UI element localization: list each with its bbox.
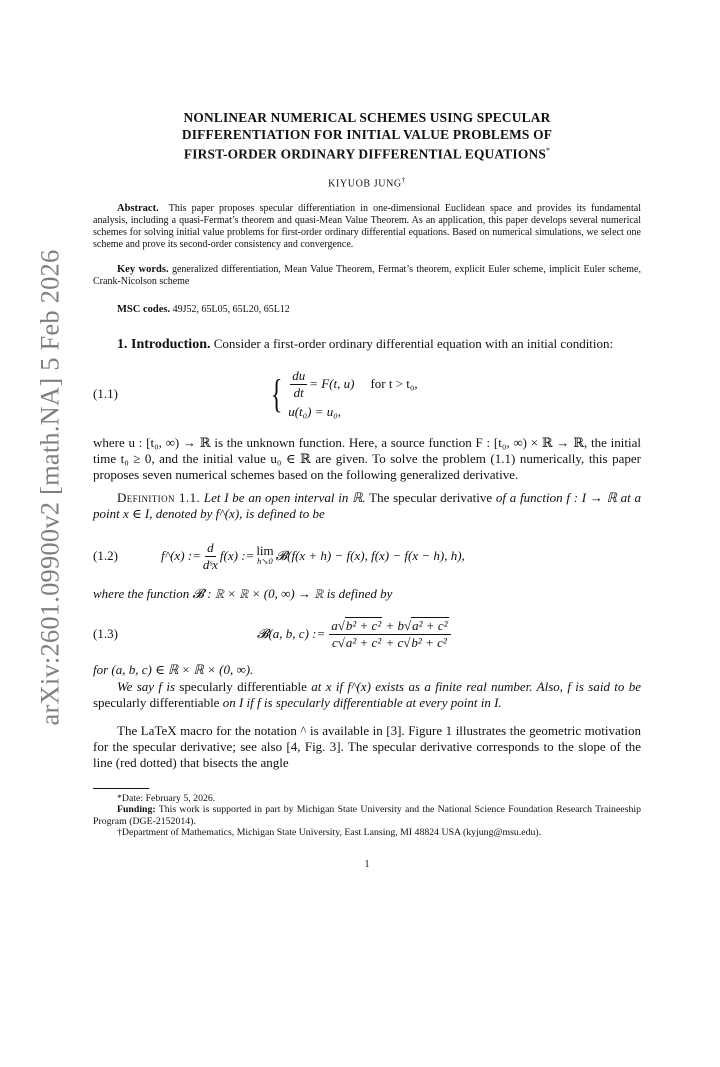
footnote-date: *Date: February 5, 2026. xyxy=(117,792,216,804)
arxiv-identifier: arXiv:2601.09900v2 [math.NA] 5 Feb 2026 xyxy=(34,249,65,726)
title-footnote-mark: * xyxy=(545,146,551,155)
latex-macro-paragraph: The LaTeX macro for the notation ^ is available in [3]. Figure 1 illustrates the geometric motivation for the specular derivative; see also [4, Fig. 3]. The specular derivative corresponds to the slope of the line (red dotted) that bisects the angle xyxy=(93,722,641,771)
den-root-2: b² + c² xyxy=(411,634,447,650)
keywords-text: generalized differentiation, Mean Value Theorem, Fermat’s theorem, explicit Euler scheme, implicit Euler scheme, Crank-Nicolson scheme xyxy=(93,264,641,288)
footnote-funding xyxy=(93,804,641,827)
eq-number: (1.3) xyxy=(93,626,118,642)
we-say-c: on I if f is specularly differentiable at every point in I. xyxy=(222,694,502,710)
lim-text: lim xyxy=(256,543,274,559)
we-say-a: We say f is xyxy=(117,678,176,694)
eq12-lhs: f^(x) := xyxy=(161,548,201,564)
footnote-rule xyxy=(93,788,149,789)
title-line-3: FIRST-ORDER ORDINARY DIFFERENTIAL EQUATIONS xyxy=(183,146,546,162)
msc-codes xyxy=(93,304,641,316)
differentiability-paragraph xyxy=(93,679,641,711)
num-root-2: a² + c² xyxy=(412,617,448,633)
num-a: a xyxy=(331,617,338,633)
title-line-3-wrap xyxy=(93,143,641,163)
intro-paragraph xyxy=(93,336,641,353)
definition-label: Definition 1.1. xyxy=(117,489,201,505)
author-line xyxy=(93,176,641,189)
den-root-1: a² + c² xyxy=(345,634,382,650)
title-line-2: DIFFERENTIATION FOR INITIAL VALUE PROBLEMS OF xyxy=(181,126,553,142)
frac-den: dˢx xyxy=(202,556,218,572)
limit-operator xyxy=(256,545,273,567)
du-dt-fraction xyxy=(290,369,307,400)
cases-system xyxy=(267,369,418,420)
num-root-1: b² + c² xyxy=(345,617,382,633)
funding-text: This work is supported in part by Michigan State University and the National Science Foundation Research Traineeship Program (DGE-2152014). xyxy=(93,804,641,827)
definition-text-a: Let I be an open interval in ℝ. xyxy=(203,489,366,505)
eq12-mid: f(x) := xyxy=(219,548,255,564)
eq-number: (1.2) xyxy=(93,548,118,564)
ode-rhs: = F(t, u) xyxy=(309,376,355,392)
domain-line: for (a, b, c) ∈ ℝ × ℝ × (0, ∞). xyxy=(93,662,254,678)
arxiv-sidebar-stamp xyxy=(24,249,76,726)
den-c: c xyxy=(331,634,338,650)
paper-title xyxy=(93,110,641,163)
author-name: KIYUOB JUNG xyxy=(328,178,402,190)
intro-lead: Consider a first-order ordinary differential equation with an initial condition: xyxy=(213,335,614,351)
ode-row xyxy=(288,369,417,400)
b-fraction xyxy=(329,619,450,650)
abstract xyxy=(93,203,641,250)
term-specularly-differentiable-2: specularly differentiable xyxy=(93,694,220,710)
definition-text-c: of a function f : I → ℝ at a point x ∈ I, denoted by f^(x), is defined to be xyxy=(93,489,641,521)
frac-num: d xyxy=(207,539,214,555)
abstract-text: This paper proposes specular differentiation in one-dimensional Euclidean space and provides its fundamental analysis, including a quasi-Fermat’s theorem and quasi-Mean Value Theorem. As an application, this paper develops several numerical schemes for solving initial value problems for first-order ordinary differential equations. Based on numerical simulations, we select one scheme and prove its second-order consistency and convergence. xyxy=(93,203,641,250)
section-heading: 1. Introduction. xyxy=(117,336,211,352)
paper-page xyxy=(93,110,641,870)
problem-paragraph: where u : [t₀, ∞) → ℝ is the unknown function. Here, a source function F : [t₀, ∞) × ℝ → ℝ, the initial time t₀ ≥ 0, and the initial value u₀ ∈ ℝ are given. To solve the problem (1.1) numerically, this paper proposes seven numerical schemes based on the following generalized derivative. xyxy=(93,435,641,483)
den-plus: + c xyxy=(385,634,404,650)
frac-den: dt xyxy=(293,384,304,400)
left-brace: { xyxy=(270,371,283,417)
msc-text: 49J52, 65L05, 65L20, 65L12 xyxy=(172,304,290,316)
keywords-label: Key words. xyxy=(117,264,169,276)
definition-1-1 xyxy=(93,490,641,522)
frac-num: du xyxy=(292,367,306,383)
lim-sub: h↘0 xyxy=(257,556,273,567)
we-say-b: at x if f^(x) exists as a finite real number. Also, f is said to be xyxy=(311,678,642,694)
keywords xyxy=(93,264,641,288)
page-number: 1 xyxy=(364,858,370,870)
b-denominator: c√a² + c² + c√b² + c² xyxy=(331,634,447,650)
specular-d-fraction xyxy=(203,541,218,572)
num-plus: + b xyxy=(385,617,405,633)
definition-text-b: The specular derivative xyxy=(369,489,493,505)
eq12-rhs: 𝓑(f(x + h) − f(x), f(x) − f(x − h), h), xyxy=(275,548,465,564)
eq13-lhs: 𝓑(a, b, c) := xyxy=(257,626,326,642)
author-footnote-mark: † xyxy=(401,175,406,184)
equation-1-3 xyxy=(93,612,641,656)
title-line-1: NONLINEAR NUMERICAL SCHEMES USING SPECULAR xyxy=(183,110,551,125)
term-specularly-differentiable-1: specularly differentiable xyxy=(179,678,307,694)
abstract-label: Abstract. xyxy=(117,203,159,215)
where-b-line: where the function 𝓑 : ℝ × ℝ × (0, ∞) → ℝ is defined by xyxy=(93,586,393,602)
b-numerator: a√b² + c² + b√a² + c² xyxy=(329,619,450,635)
equation-1-2 xyxy=(93,536,641,576)
equation-1-1 xyxy=(93,365,641,423)
initial-condition-row: u(t₀) = u₀, xyxy=(288,403,342,419)
funding-label: Funding: xyxy=(117,804,156,816)
eq-number: (1.1) xyxy=(93,386,118,402)
msc-label: MSC codes. xyxy=(117,304,171,316)
footnote-affiliation: †Department of Mathematics, Michigan State University, East Lansing, MI 48824 USA (kyjung@msu.edu). xyxy=(117,827,542,839)
ode-condition: for t > t₀, xyxy=(370,376,418,392)
